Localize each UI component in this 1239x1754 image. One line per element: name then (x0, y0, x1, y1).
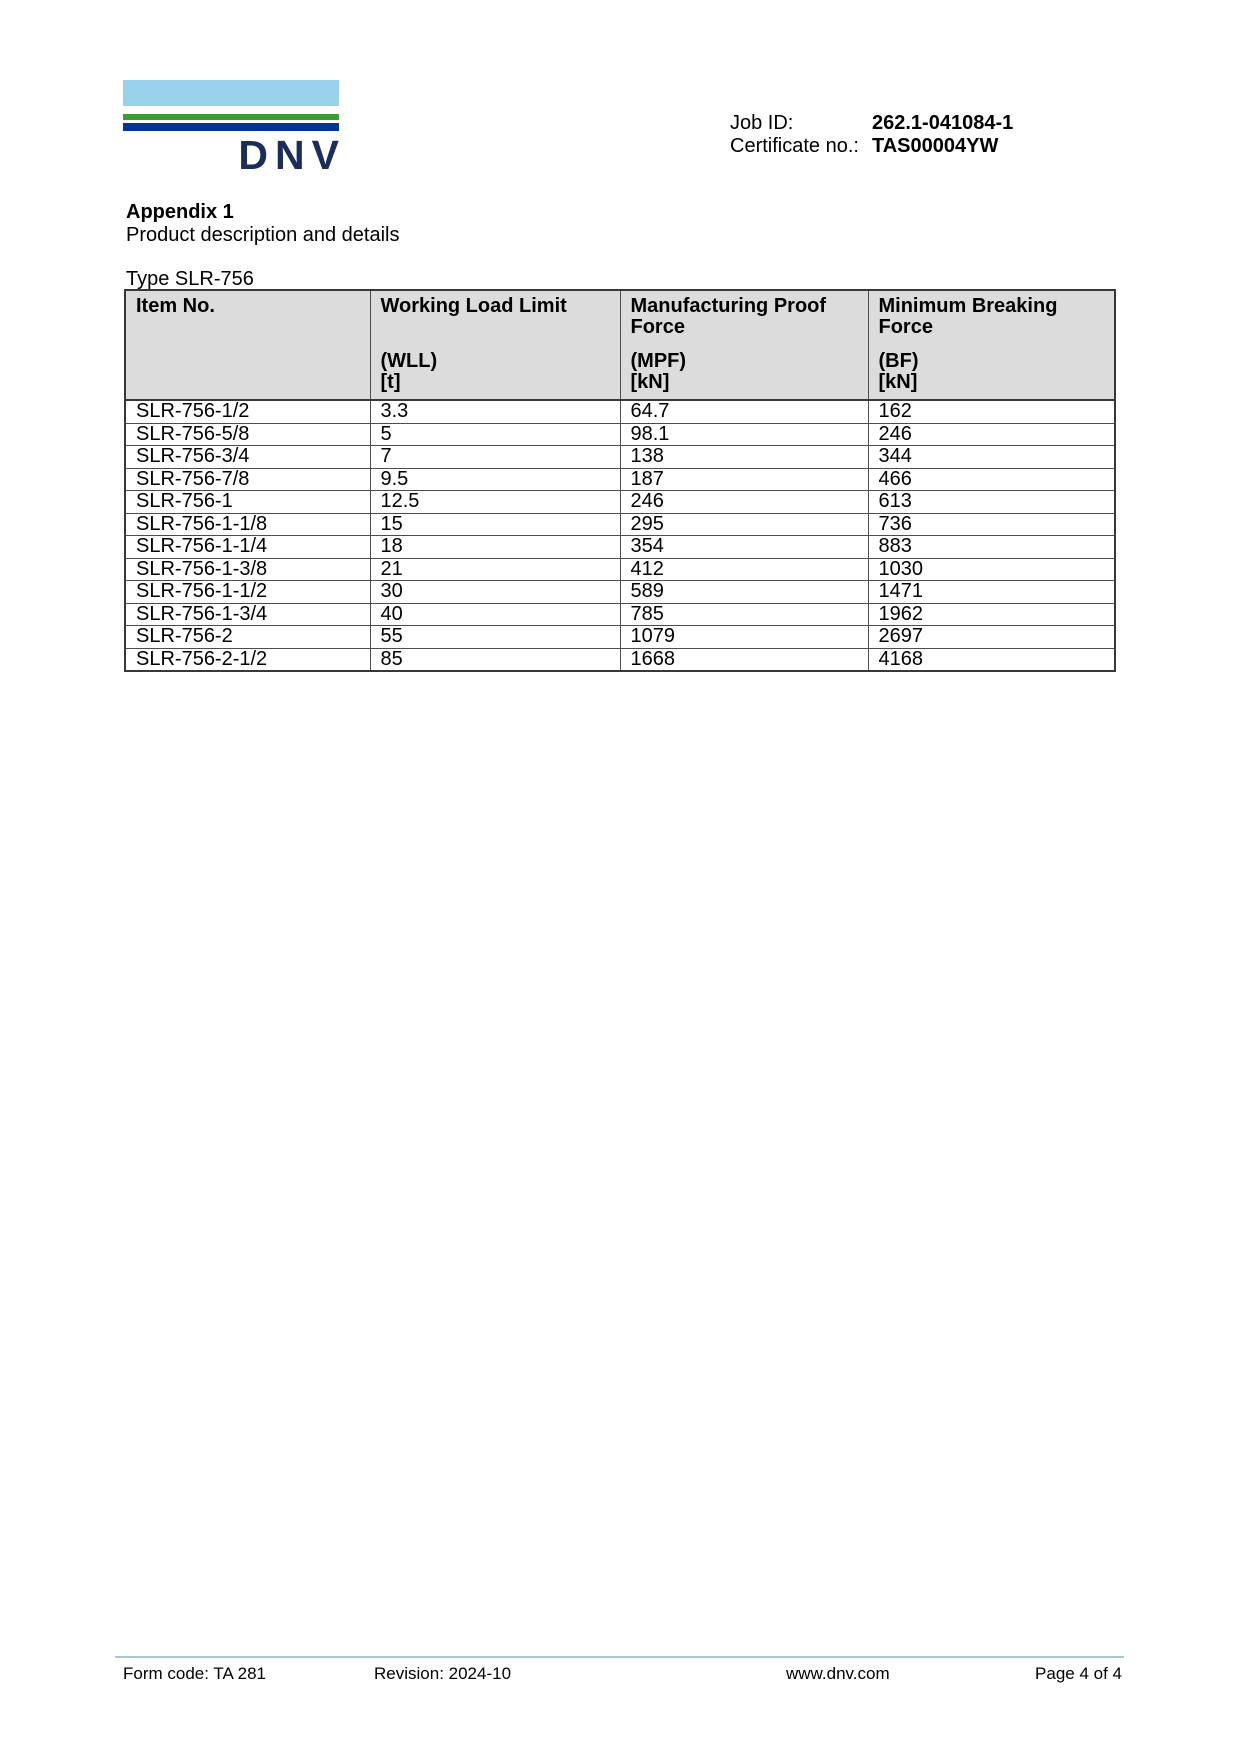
table-cell: 466 (868, 468, 1115, 491)
table-row (125, 491, 1115, 514)
document-meta (730, 112, 1013, 158)
table-header (125, 290, 1115, 400)
col-header-mpf (620, 290, 868, 400)
job-id-row (730, 112, 1013, 135)
table-cell: 736 (868, 513, 1115, 536)
table-row (125, 581, 1115, 604)
col-header-title: Manufacturing Proof (630, 295, 827, 317)
table-row (125, 423, 1115, 446)
table-cell: SLR-756-1-3/8 (125, 558, 370, 581)
table-cell: 613 (868, 491, 1115, 514)
table-row (125, 513, 1115, 536)
col-header-abbr (136, 351, 366, 372)
table-row (125, 626, 1115, 649)
table-row (125, 558, 1115, 581)
table-cell: 1668 (620, 648, 868, 671)
col-header-wll (370, 290, 620, 400)
col-header-unit: [t] (380, 371, 401, 393)
table-cell: 246 (868, 423, 1115, 446)
col-header-title-line2: Force (630, 316, 685, 338)
table-row (125, 446, 1115, 469)
table-body (125, 400, 1115, 671)
table-cell: 1471 (868, 581, 1115, 604)
table-cell: 354 (620, 536, 868, 559)
logo-stripe-blue (123, 123, 339, 131)
col-header-abbr: (MPF) (630, 350, 687, 372)
table-cell: 21 (370, 558, 620, 581)
table-cell: 98.1 (620, 423, 868, 446)
table-cell: 15 (370, 513, 620, 536)
certificate-no-row (730, 135, 1013, 158)
table-cell: 3.3 (370, 400, 620, 423)
appendix-subtitle: Product description and details (126, 224, 400, 246)
col-header-unit (136, 372, 366, 393)
job-id-label: Job ID: (730, 112, 794, 134)
table-cell: SLR-756-1-1/4 (125, 536, 370, 559)
table-cell: 589 (620, 581, 868, 604)
col-header-bf (868, 290, 1115, 400)
table-cell: 12.5 (370, 491, 620, 514)
table-cell: 187 (620, 468, 868, 491)
table-cell: SLR-756-5/8 (125, 423, 370, 446)
product-table (124, 289, 1116, 672)
col-header-title: Working Load Limit (380, 295, 567, 317)
footer-revision: Revision: 2024-10 (374, 1664, 512, 1683)
table-cell: SLR-756-1-1/8 (125, 513, 370, 536)
table-row (125, 648, 1115, 671)
logo-band-lightblue (123, 80, 339, 106)
table-cell: 4168 (868, 648, 1115, 671)
table-cell: SLR-756-1/2 (125, 400, 370, 423)
type-label: Type SLR-756 (126, 268, 254, 290)
col-header-title: Item No. (136, 295, 215, 317)
certificate-no-label: Certificate no.: (730, 135, 859, 157)
table-header-row (125, 290, 1115, 400)
table-cell: 1962 (868, 603, 1115, 626)
table-cell: 295 (620, 513, 868, 536)
dnv-logo (123, 80, 346, 178)
footer-page-number: Page 4 of 4 (1035, 1664, 1122, 1683)
table-cell: 2697 (868, 626, 1115, 649)
table-cell: 18 (370, 536, 620, 559)
footer-website: www.dnv.com (786, 1664, 890, 1683)
col-header-title-line2: Force (878, 316, 933, 338)
table-cell: SLR-756-2 (125, 626, 370, 649)
table-cell: 64.7 (620, 400, 868, 423)
table-cell: 5 (370, 423, 620, 446)
col-header-unit: [kN] (630, 371, 670, 393)
table-cell: 412 (620, 558, 868, 581)
col-header-abbr: (BF) (878, 350, 919, 372)
table-row (125, 468, 1115, 491)
table-cell: 1030 (868, 558, 1115, 581)
table-cell: SLR-756-1-3/4 (125, 603, 370, 626)
logo-wordmark: DNV (238, 132, 346, 178)
table-cell: SLR-756-7/8 (125, 468, 370, 491)
table-cell: SLR-756-1-1/2 (125, 581, 370, 604)
table-cell: 85 (370, 648, 620, 671)
table-cell: 883 (868, 536, 1115, 559)
table-cell: 9.5 (370, 468, 620, 491)
table-cell: 246 (620, 491, 868, 514)
col-header-abbr: (WLL) (380, 350, 438, 372)
table-cell: SLR-756-3/4 (125, 446, 370, 469)
appendix-title: Appendix 1 (126, 201, 234, 223)
table-cell: 30 (370, 581, 620, 604)
footer-divider-line (115, 1656, 1124, 1658)
table-cell: 7 (370, 446, 620, 469)
table-row (125, 400, 1115, 423)
col-header-item-no (125, 290, 370, 400)
footer-form-code: Form code: TA 281 (123, 1664, 266, 1683)
table-cell: 344 (868, 446, 1115, 469)
table-cell: 1079 (620, 626, 868, 649)
table-cell: 138 (620, 446, 868, 469)
col-header-title: Minimum Breaking (878, 295, 1058, 317)
table-cell: 55 (370, 626, 620, 649)
table-row (125, 536, 1115, 559)
certificate-no-value: TAS00004YW (872, 135, 999, 157)
table-cell: SLR-756-2-1/2 (125, 648, 370, 671)
table-cell: 40 (370, 603, 620, 626)
table-row (125, 603, 1115, 626)
table-cell: SLR-756-1 (125, 491, 370, 514)
table-cell: 785 (620, 603, 868, 626)
col-header-unit: [kN] (878, 371, 918, 393)
logo-stripe-green (123, 114, 339, 120)
table-cell: 162 (868, 400, 1115, 423)
job-id-value: 262.1-041084-1 (872, 112, 1014, 134)
